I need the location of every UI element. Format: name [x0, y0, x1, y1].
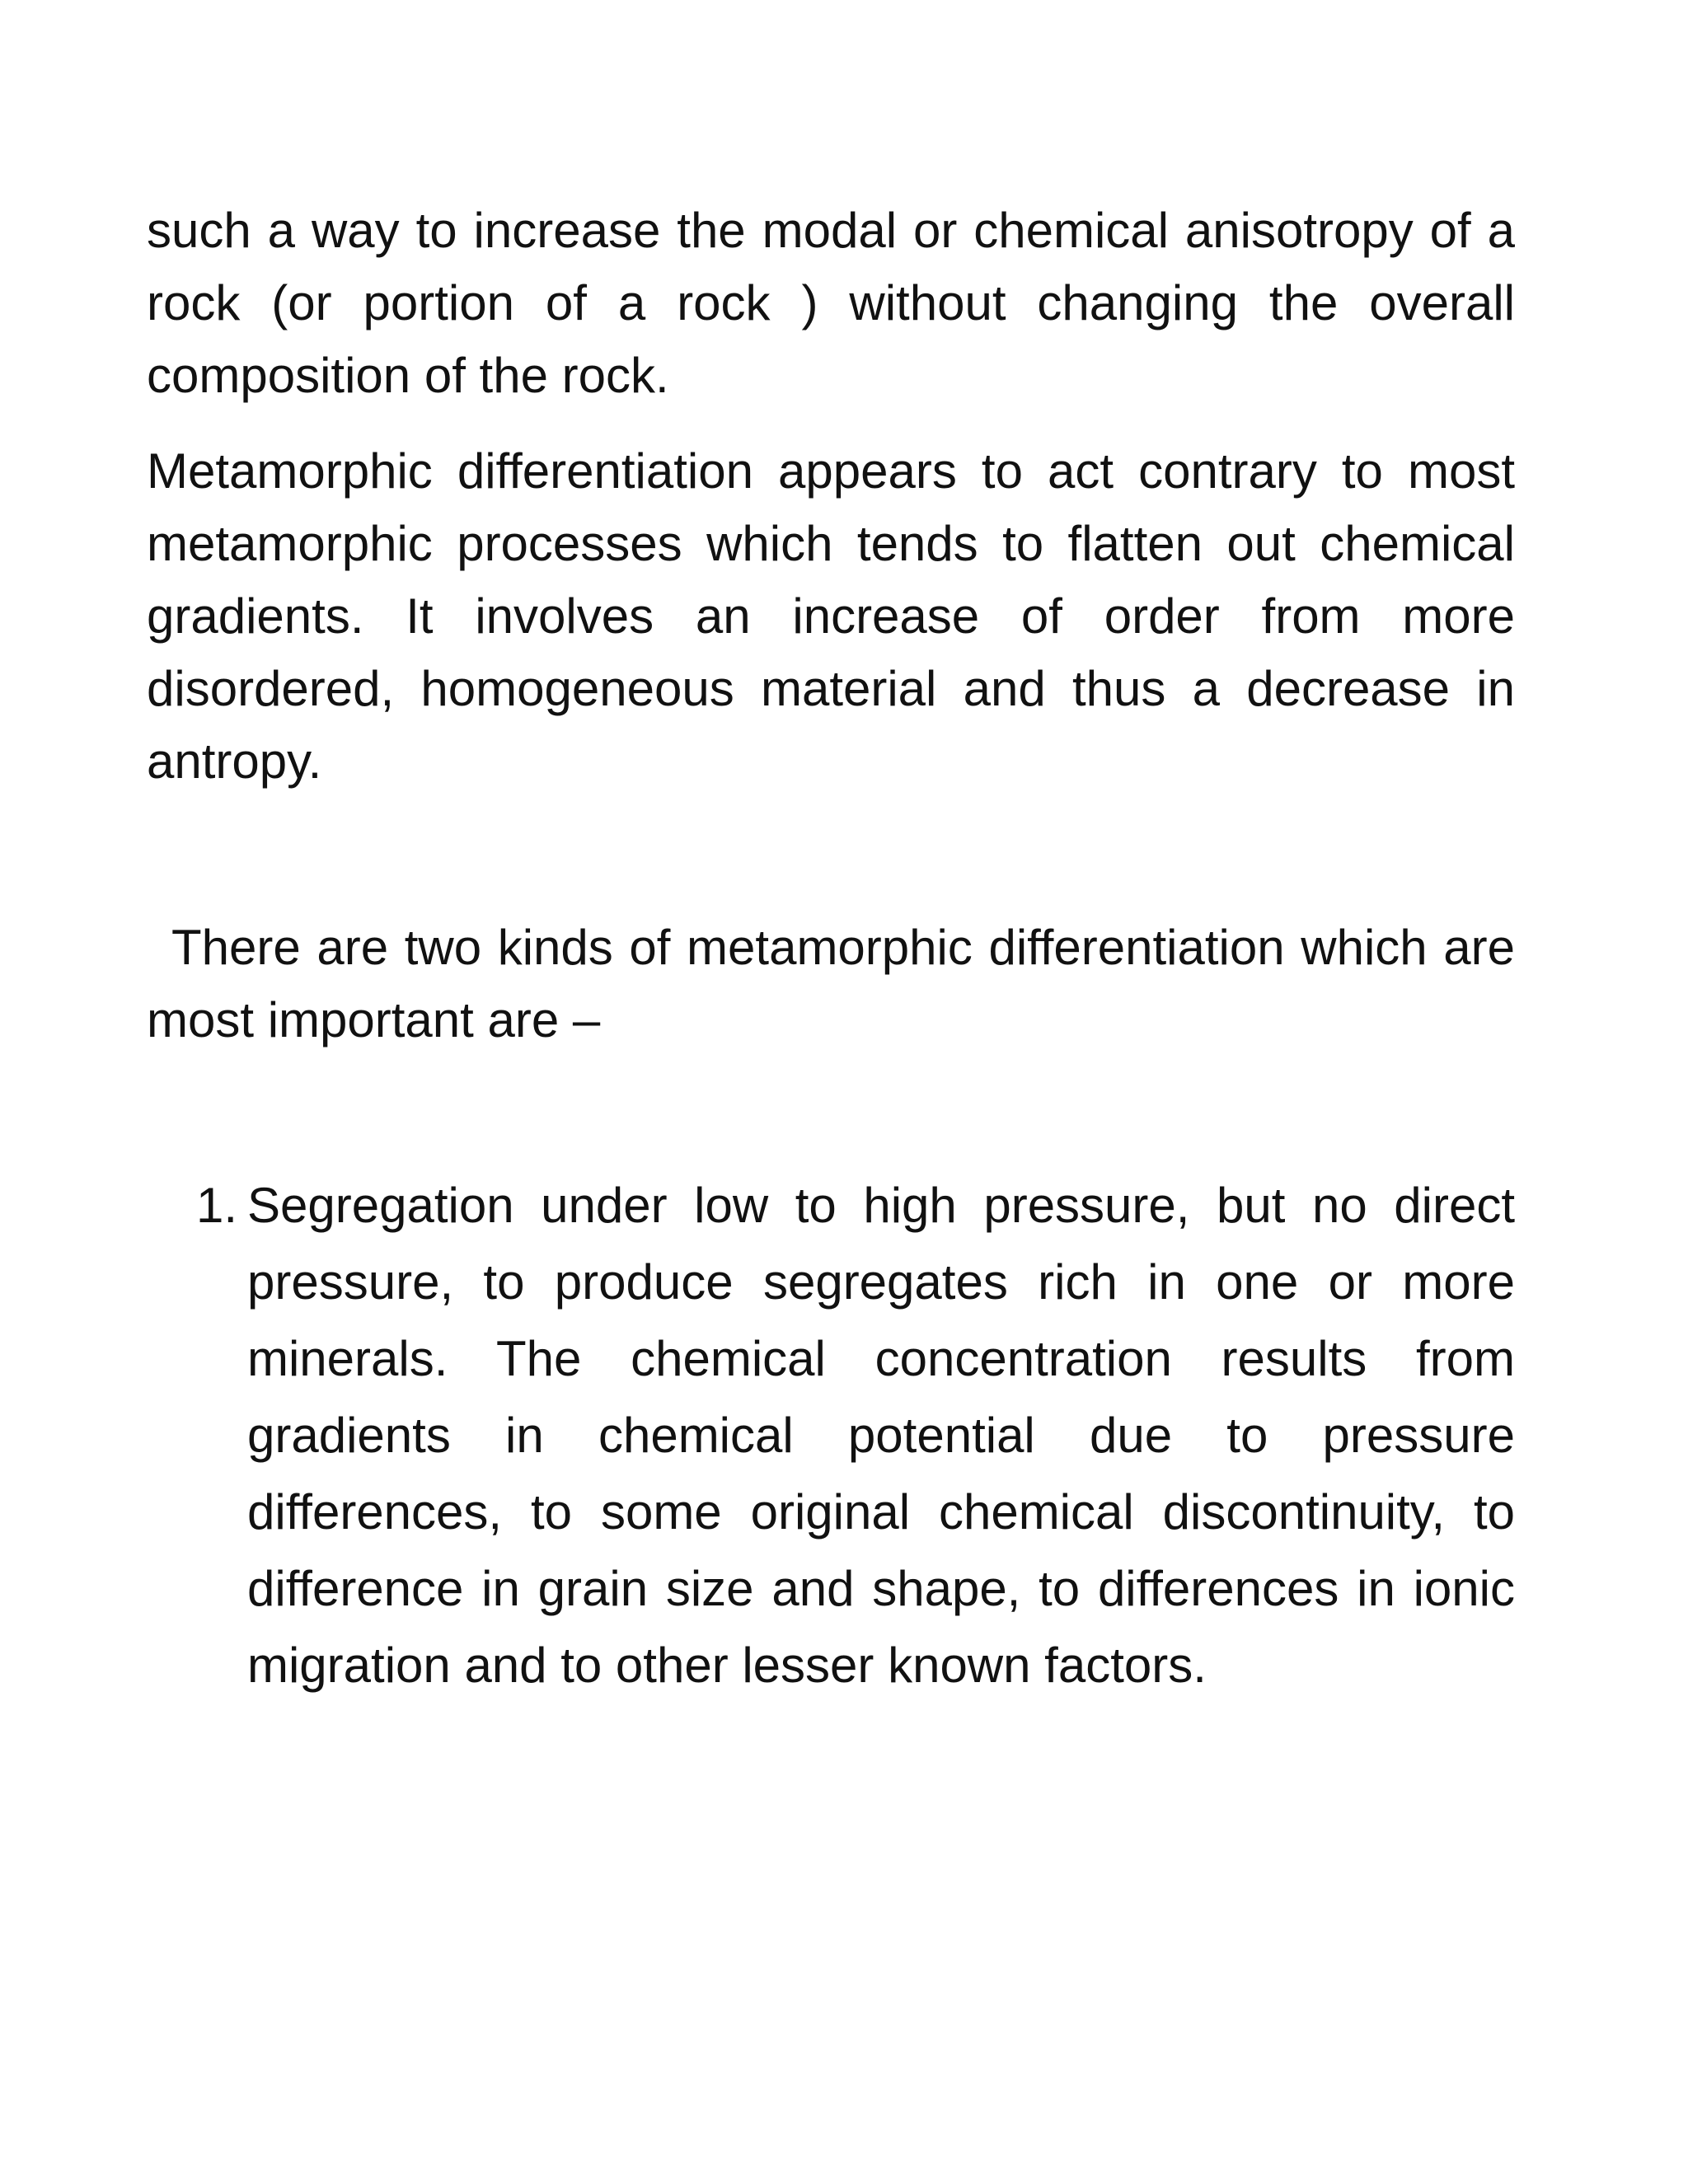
- list-item-number: 1.: [196, 1178, 238, 1233]
- paragraph-metamorphic-differentiation: Metamorphic differentiation appears to act contrary to most metamorphic processes which tends to flatten out chemical gradients. It involves an increase of order from more disordered, homogeneous material and thus a decrease in antropy.: [147, 443, 1515, 789]
- list-item-text: Segregation under low to high pressure, but no direct pressure, to produce segregates rich in one or more minerals. The chemical concentration results from gradients in chemical potential due to pressure differences, to some original chemical discontinuity, to difference in grain size and shape, to differences in ionic migration and to other lesser known factors.: [247, 1178, 1515, 1693]
- list-item: [196, 1167, 1515, 1704]
- paragraph-continuation: such a way to increase the modal or chemical anisotropy of a rock (or portion of a rock ) without changing the overall composition of the rock.: [147, 203, 1515, 403]
- paragraph-two-kinds: There are two kinds of metamorphic differentiation which are most important are –: [147, 920, 1515, 1047]
